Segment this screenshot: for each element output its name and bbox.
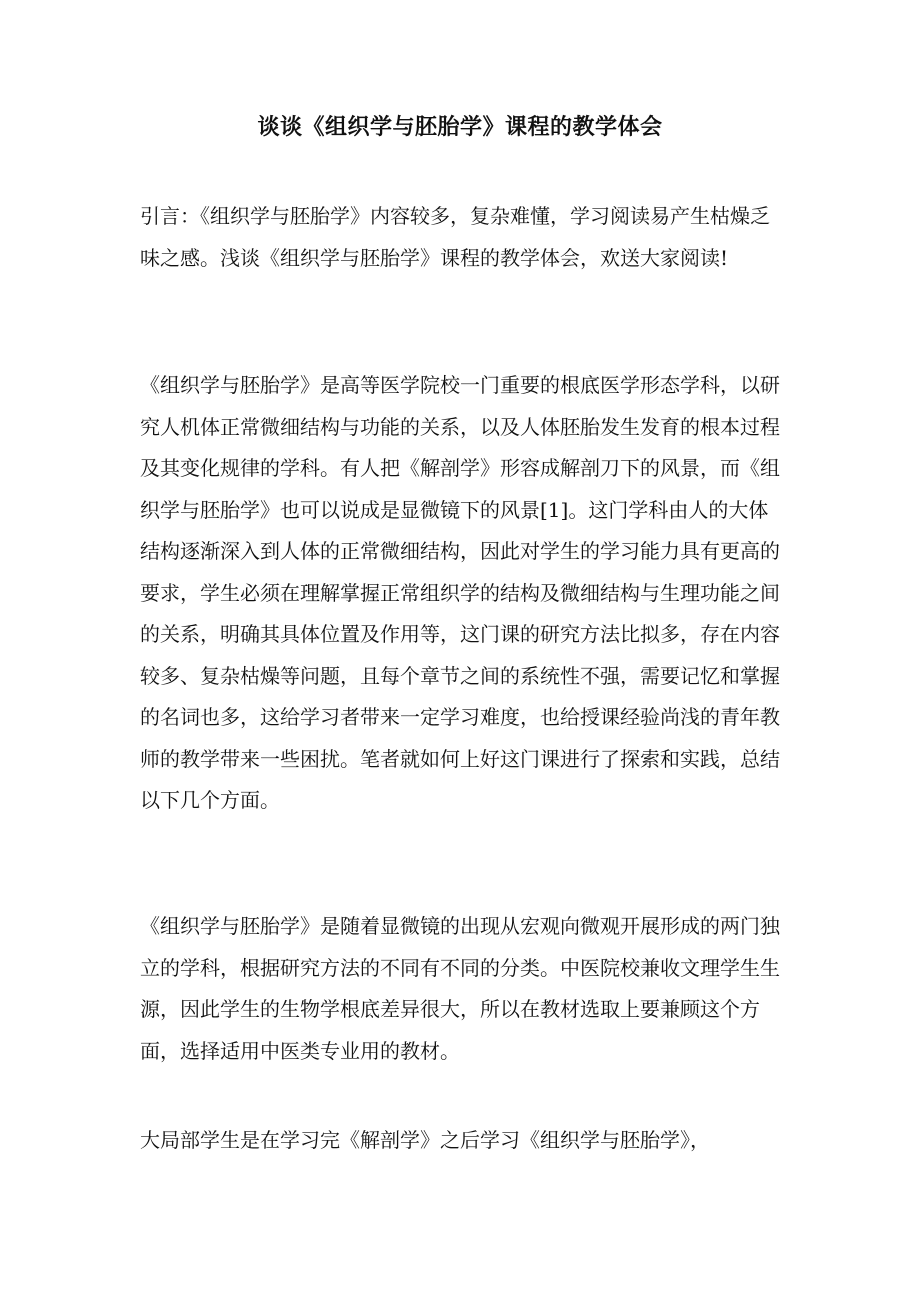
intro-paragraph: 引言：《组织学与胚胎学》内容较多，复杂难懂，学习阅读易产生枯燥乏味之感。浅谈《组织学与胚胎学》课程的教学体会，欢送大家阅读!: [140, 204, 770, 270]
body-paragraph-1: 《组织学与胚胎学》是高等医学院校一门重要的根底医学形态学科，以研究人机体正常微细结构与功能的关系，以及人体胚胎发生发育的根本过程及其变化规律的学科。有人把《解剖学》形容成解剖刀下的风景，而《组织学与胚胎学》也可以说成是显微镜下的风景[1]。这门学科由人的大体结构逐渐深入到人体的正常微细结构，因此对学生的学习能力具有更高的要求，学生必须在理解掌握正常组织学的结构及微细结构与生理功能之间的关系，明确其具体位置及作用等，这门课的研究方法比拟多，存在内容较多、复杂枯燥等问题，且每个章节之间的系统性不强，需要记忆和掌握的名词也多，这给学习者带来一定学习难度，也给授课经验尚浅的青年教师的教学带来一些困扰。笔者就如何上好这门课进行了探索和实践，总结以下几个方面。: [140, 373, 780, 812]
body-paragraph-2: 《组织学与胚胎学》是随着显微镜的出现从宏观向微观开展形成的两门独立的学科，根据研究方法的不同有不同的分类。中医院校兼收文理学生生源，因此学生的生物学根底差异很大，所以在教材选取上要兼顾这个方面，选择适用中医类专业用的教材。: [140, 914, 780, 1063]
body-paragraph-3: 大局部学生是在学习完《解剖学》之后学习《组织学与胚胎学》，: [140, 1128, 710, 1152]
page-title: 谈谈《组织学与胚胎学》课程的教学体会: [257, 114, 663, 140]
